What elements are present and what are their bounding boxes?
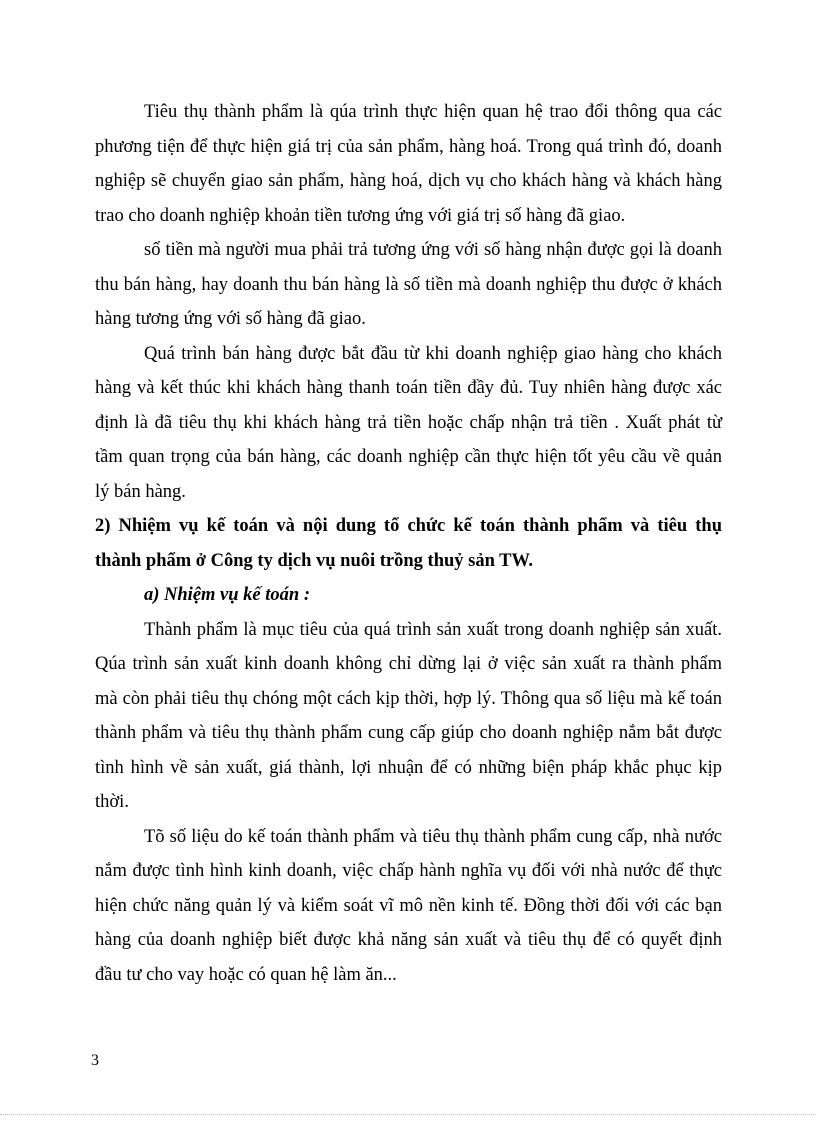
text-line: phương tiện để thực hiện giá trị của sản phẩm, hàng hoá. Trong quá trình đó, doanh bbox=[95, 136, 722, 157]
heading-line: 2) Nhiệm vụ kế toán và nội dung tổ chức kế toán thành phẩm và tiêu thụ bbox=[95, 516, 722, 536]
text-line: nắm được tình hình kinh doanh, việc chấp hành nghĩa vụ đối với nhà nước để thực bbox=[95, 861, 722, 881]
text-line: thời. bbox=[95, 792, 129, 812]
text-line: Tiêu thụ thành phẩm là qúa trình thực hiện quan hệ trao đổi thông qua các bbox=[144, 102, 722, 122]
text-line: số tiền mà người mua phải trả tương ứng với số hàng nhận được gọi là doanh bbox=[144, 240, 722, 260]
text-line: Quá trình bán hàng được bắt đầu từ khi doanh nghiệp giao hàng cho khách bbox=[144, 343, 722, 364]
text-line: định là đã tiêu thụ khi khách hàng trả tiền hoặc chấp nhận trả tiền . Xuất phát từ bbox=[95, 412, 722, 433]
page-bottom-divider bbox=[0, 1114, 816, 1115]
paragraph-2 bbox=[95, 233, 722, 337]
page-number: 3 bbox=[91, 1052, 99, 1069]
text-line: Qúa trình sản xuất kinh doanh không chỉ dừng lại ở việc sản xuất ra thành phẩm bbox=[95, 654, 722, 674]
text-line: tầm quan trọng của bán hàng, các doanh nghiệp cần thực hiện tốt yêu cầu về quản bbox=[95, 447, 722, 467]
text-line: hàng và kết thúc khi khách hàng thanh toán tiền đầy đủ. Tuy nhiên hàng được xác bbox=[95, 378, 722, 398]
text-line: đầu tư cho vay hoặc có quan hệ làm ăn... bbox=[95, 964, 397, 985]
subsection-heading: a) Nhiệm vụ kế toán : bbox=[144, 585, 310, 605]
text-line: nghiệp sẽ chuyển giao sản phẩm, hàng hoá, dịch vụ cho khách hàng và khách hàng bbox=[95, 171, 722, 191]
text-line: Thành phẩm là mục tiêu của quá trình sản xuất trong doanh nghiệp sản xuất. bbox=[144, 619, 722, 640]
heading-line: thành phẩm ở Công ty dịch vụ nuôi trồng thuỷ sản TW. bbox=[95, 550, 533, 571]
text-line: tình hình về sản xuất, giá thành, lợi nhuận để có những biện pháp khắc phục kịp bbox=[95, 757, 722, 778]
paragraph-4 bbox=[95, 613, 722, 820]
section-heading bbox=[95, 509, 722, 578]
page-body bbox=[95, 95, 722, 992]
text-line: trao cho doanh nghiệp khoản tiền tương ứng với giá trị số hàng đã giao. bbox=[95, 205, 626, 226]
text-line: hàng tương ứng với số hàng đã giao. bbox=[95, 309, 366, 329]
text-line: Tõ số liệu do kế toán thành phẩm và tiêu thụ thành phẩm cung cấp, nhà nước bbox=[144, 826, 722, 847]
paragraph-3 bbox=[95, 337, 722, 510]
text-line: lý bán hàng. bbox=[95, 481, 186, 502]
text-line: hiện chức năng quản lý và kiểm soát vĩ mô nền kinh tế. Đồng thời đối với các bạn bbox=[95, 895, 722, 916]
text-line: thành phẩm và tiêu thụ thành phẩm cung cấp giúp cho doanh nghiệp nắm bắt được bbox=[95, 723, 722, 743]
text-line: mà còn phải tiêu thụ chóng một cách kịp thời, hợp lý. Thông qua số liệu mà kế toán bbox=[95, 688, 722, 709]
paragraph-1 bbox=[95, 95, 722, 233]
text-line: thu bán hàng, hay doanh thu bán hàng là số tiền mà doanh nghiệp thu được ở khách bbox=[95, 274, 722, 295]
text-line: hàng của doanh nghiệp biết được khả năng sản xuất và tiêu thụ để có quyết định bbox=[95, 930, 722, 950]
paragraph-5 bbox=[95, 820, 722, 993]
